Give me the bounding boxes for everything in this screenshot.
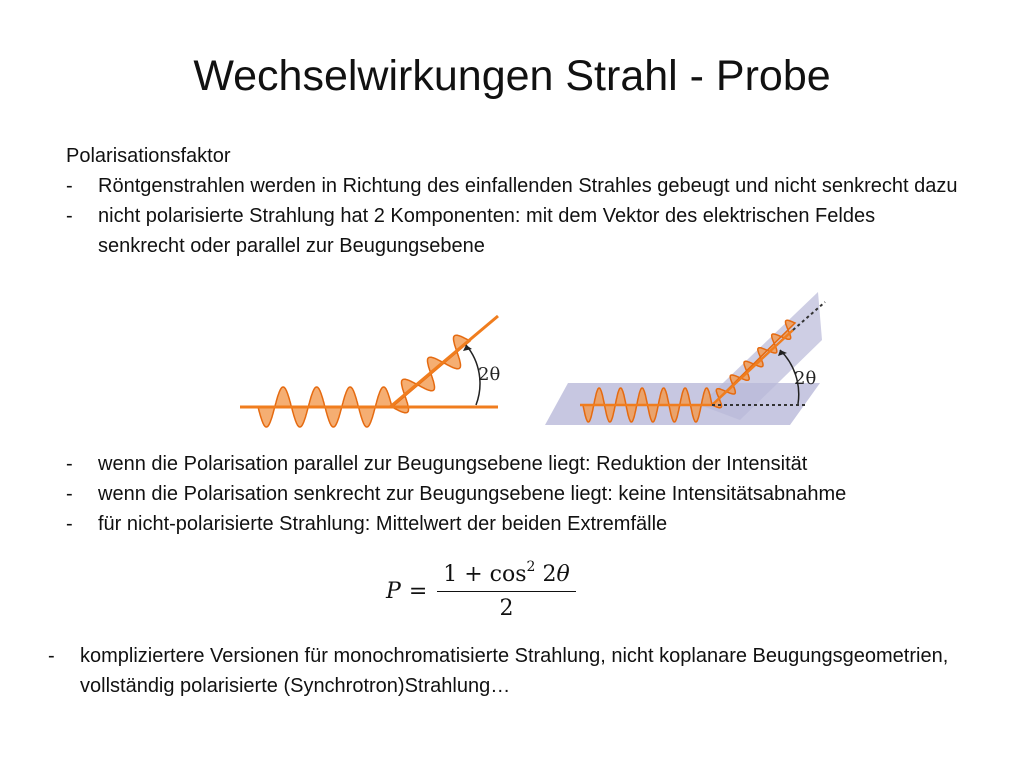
diffracted-beam-left xyxy=(390,316,501,407)
bullet-dash: - xyxy=(66,513,73,535)
bullet-list-bottom xyxy=(48,641,968,701)
bullet-item xyxy=(66,509,996,539)
bullet-text: wenn die Polarisation parallel zur Beugungsebene liegt: Reduktion der Intensität xyxy=(98,453,808,475)
bullet-dash: - xyxy=(66,483,73,505)
bullet-text: kompliziertere Versionen für monochromatisierte Strahlung, nicht koplanare Beugungsgeometrien, vollständig polarisierte (Synchrotron)Strahlung… xyxy=(80,645,949,697)
formula-lhs: P xyxy=(386,579,401,604)
polarization-formula xyxy=(386,559,576,621)
bullet-text: nicht polarisierte Strahlung hat 2 Komponenten: mit dem Vektor des elektrischen Feldes senkrecht oder parallel zur Beugungsebene xyxy=(98,205,876,257)
formula-denominator: 2 xyxy=(499,596,514,621)
angle-label-right: 2θ xyxy=(794,368,817,389)
numerator-exponent: 2 xyxy=(526,559,536,575)
bullet-text: Röntgenstrahlen werden in Richtung des einfallenden Strahles gebeugt und nicht senkrecht dazu xyxy=(98,175,958,197)
angle-label-left: 2θ xyxy=(478,364,501,385)
bullet-list-middle xyxy=(66,449,996,539)
bullet-item xyxy=(48,641,968,701)
left-diagram xyxy=(240,316,500,427)
bullet-dash: - xyxy=(66,205,73,227)
formula-equals: = xyxy=(408,579,428,604)
bullet-dash: - xyxy=(66,453,73,475)
bullet-dash: - xyxy=(48,645,55,667)
bullet-text: für nicht-polarisierte Strahlung: Mittelwert der beiden Extremfälle xyxy=(98,513,668,535)
numerator-part-b: 2 xyxy=(535,562,557,587)
section-label: Polarisationsfaktor xyxy=(66,145,231,167)
bullet-dash: - xyxy=(66,175,73,197)
formula-numerator xyxy=(437,559,575,592)
numerator-part-a: 1 + cos xyxy=(443,562,527,587)
bullet-text: wenn die Polarisation senkrecht zur Beugungsebene liegt: keine Intensitätsabnahme xyxy=(98,483,847,505)
right-diagram xyxy=(545,292,825,425)
formula-fraction xyxy=(437,559,575,621)
bullet-item xyxy=(66,479,996,509)
slide-title: Wechselwirkungen Strahl - Probe xyxy=(193,52,831,100)
numerator-theta: θ xyxy=(556,562,570,587)
bullet-item xyxy=(66,449,996,479)
